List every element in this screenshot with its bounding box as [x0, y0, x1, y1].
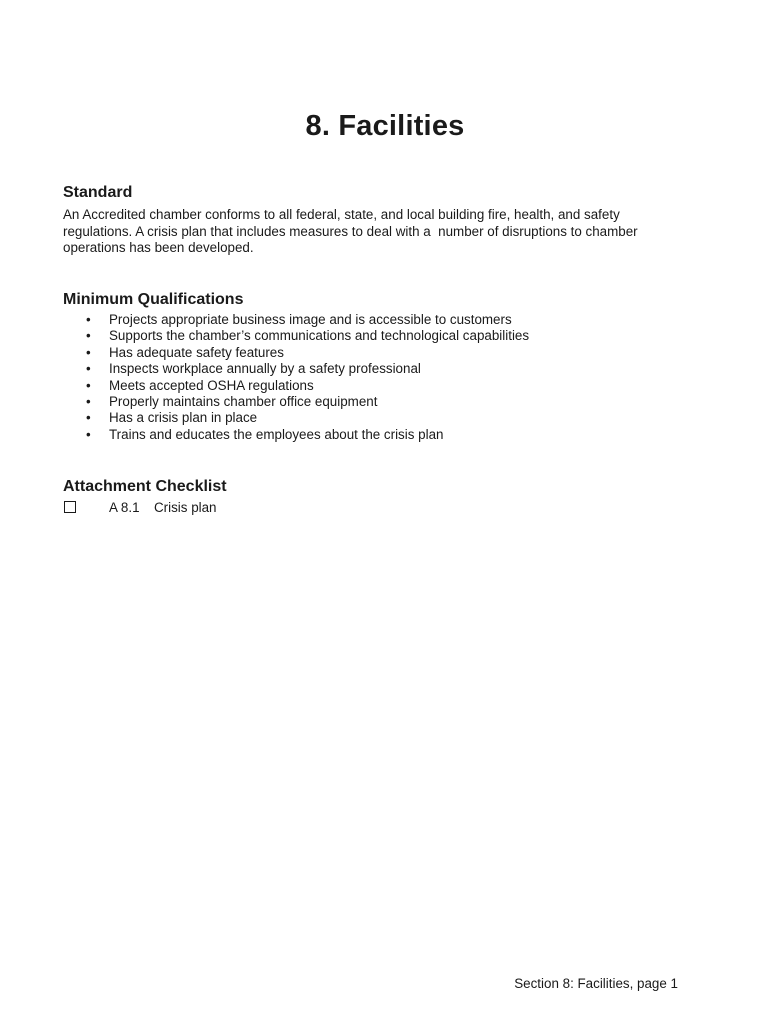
list-item-text: Supports the chamber’s communications and technological capabilities: [109, 328, 530, 344]
page-title: 8. Facilities: [305, 110, 465, 142]
list-item: [63, 345, 683, 361]
standard-line: operations has been developed.: [63, 240, 254, 255]
bullet-icon: •: [86, 312, 91, 327]
list-item: [63, 312, 683, 328]
list-item: [63, 378, 683, 394]
minimum-qualifications-heading: Minimum Qualifications: [63, 291, 244, 308]
list-item: [63, 361, 683, 377]
list-item: [63, 427, 683, 443]
list-item-text: Inspects workplace annually by a safety professional: [109, 361, 421, 377]
page-footer: Section 8: Facilities, page 1: [514, 976, 678, 991]
attachment-checklist-heading: Attachment Checklist: [63, 478, 227, 495]
bullet-icon: •: [86, 361, 91, 377]
checklist-item-code: A 8.1: [109, 500, 140, 515]
list-item-text: Has adequate safety features: [109, 344, 284, 360]
standard-paragraph: [63, 207, 683, 257]
bullet-icon: •: [86, 394, 91, 410]
checkbox[interactable]: [64, 501, 76, 513]
standard-line: An Accredited chamber conforms to all federal, state, and local building fire, health, and safety: [63, 207, 620, 222]
bullet-icon: •: [86, 410, 91, 426]
list-item: [63, 394, 683, 410]
list-item-text: Meets accepted OSHA regulations: [109, 377, 314, 393]
standard-line: regulations. A crisis plan that includes measures to deal with a number of disruptions to chamber: [63, 223, 638, 239]
list-item: [63, 328, 683, 344]
list-item-text: Has a crisis plan in place: [109, 410, 258, 426]
bullet-icon: •: [86, 426, 91, 442]
list-item-text: Trains and educates the employees about the crisis plan: [109, 426, 444, 442]
minimum-qualifications-list: [63, 312, 683, 443]
bullet-icon: •: [86, 344, 91, 360]
checklist-item-label: Crisis plan: [154, 500, 217, 515]
list-item: [63, 410, 683, 426]
bullet-icon: •: [86, 377, 91, 393]
list-item-text: Projects appropriate business image and is accessible to customers: [109, 312, 512, 327]
bullet-icon: •: [86, 328, 91, 344]
standard-heading: Standard: [63, 184, 133, 201]
list-item-text: Properly maintains chamber office equipment: [109, 394, 378, 410]
